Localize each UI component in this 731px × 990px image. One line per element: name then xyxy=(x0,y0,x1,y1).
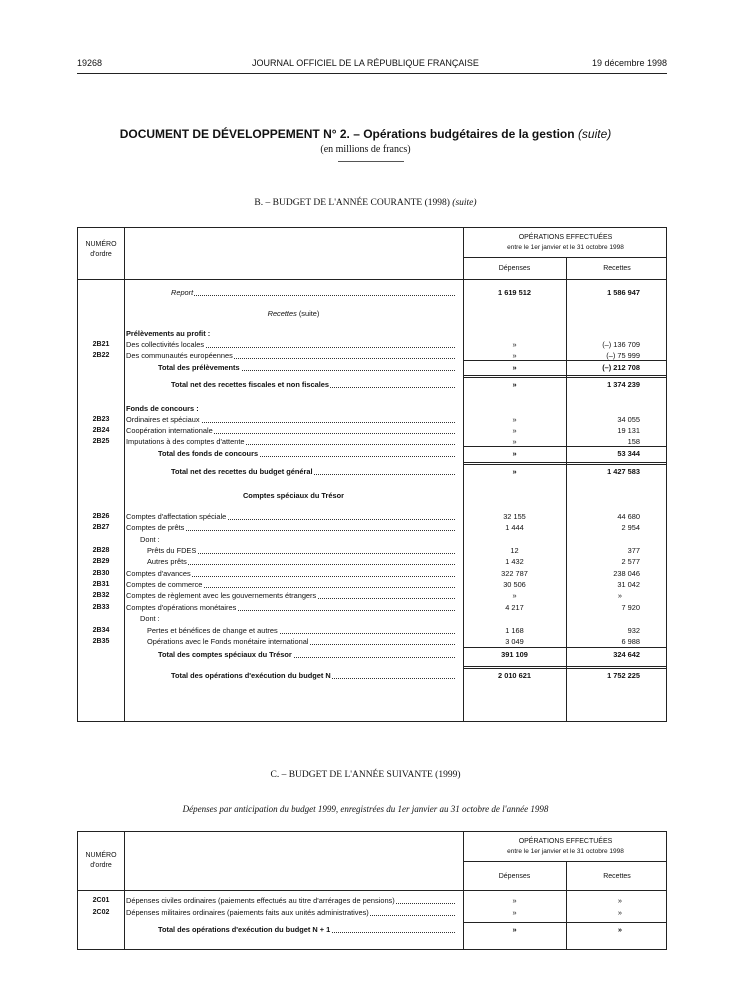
row-code: 2B30 xyxy=(92,570,110,577)
section-b-title: B. – BUDGET DE L'ANNÉE COURANTE (1998) (suite) xyxy=(254,198,477,208)
col-depenses: Dépenses xyxy=(498,265,531,272)
depenses-value: 322 787 xyxy=(501,569,528,578)
table-row xyxy=(78,602,666,613)
table-row xyxy=(78,308,666,319)
table-row xyxy=(78,379,666,390)
recettes-value: 324 642 xyxy=(613,650,640,659)
row-code: 2B32 xyxy=(92,592,110,599)
recettes-value: 238 046 xyxy=(613,569,640,578)
row-code: 2B23 xyxy=(92,416,110,423)
row-label: Dépenses militaires ordinaires (paiements faits aux unités administratives) xyxy=(126,907,455,918)
depenses-value: » xyxy=(512,896,517,905)
depenses-value: 12 xyxy=(510,546,519,555)
recettes-value: 1 427 583 xyxy=(607,467,640,476)
depenses-value: » xyxy=(512,363,517,372)
table-row xyxy=(78,579,666,590)
row-heading: Comptes spéciaux du Trésor xyxy=(242,491,345,500)
table-row xyxy=(78,613,666,624)
table-row xyxy=(78,511,666,522)
recettes-value: (–) 136 709 xyxy=(602,340,640,349)
depenses-value: 32 155 xyxy=(503,512,526,521)
col-depenses: Dépenses xyxy=(498,873,531,880)
table-section-b xyxy=(77,227,667,722)
row-label: Comptes de commerce xyxy=(126,579,455,590)
recettes-value: 34 055 xyxy=(617,415,640,424)
row-label: Report xyxy=(171,287,455,298)
depenses-value: » xyxy=(512,925,517,934)
row-label: Prélèvements au profit : xyxy=(126,329,211,338)
recettes-value: » xyxy=(617,908,622,917)
depenses-value: » xyxy=(512,908,517,917)
table-row xyxy=(78,907,666,918)
row-code: 2B34 xyxy=(92,627,110,634)
col-operations: OPÉRATIONS EFFECTUÉES entre le 1er janvier et le 31 octobre 1998 xyxy=(507,234,624,251)
row-code: 2B26 xyxy=(92,513,110,520)
recettes-value: » xyxy=(617,591,622,600)
depenses-value: » xyxy=(512,380,517,389)
row-label: Coopération internationale xyxy=(126,425,455,436)
depenses-value: » xyxy=(512,437,517,446)
row-code: 2C02 xyxy=(92,909,110,916)
row-code: 2B31 xyxy=(92,581,110,588)
row-label: Des communautés européennes xyxy=(126,350,455,361)
table-row xyxy=(78,590,666,601)
recettes-value: » xyxy=(617,925,622,934)
table-row xyxy=(78,490,666,501)
table-row xyxy=(78,636,666,647)
row-label: Total des opérations d'exécution du budget N + 1 xyxy=(158,924,455,935)
depenses-value: 4 217 xyxy=(505,603,524,612)
row-label: Dont : xyxy=(140,535,160,544)
row-code: 2B22 xyxy=(92,352,110,359)
row-label: Comptes d'opérations monétaires xyxy=(126,602,455,613)
table-row xyxy=(78,670,666,681)
row-code: 2B21 xyxy=(92,341,110,348)
depenses-value: 3 049 xyxy=(505,637,524,646)
col-operations: OPÉRATIONS EFFECTUÉES entre le 1er janvier et le 31 octobre 1998 xyxy=(507,838,624,855)
title-rule xyxy=(338,161,404,162)
row-heading: Recettes (suite) xyxy=(267,309,320,318)
table-row xyxy=(78,534,666,545)
recettes-value: (–) 75 999 xyxy=(606,351,640,360)
table-row xyxy=(78,287,666,298)
depenses-value: » xyxy=(512,591,517,600)
recettes-value: 2 954 xyxy=(621,523,640,532)
header-rule xyxy=(77,73,667,74)
row-code: 2B24 xyxy=(92,427,110,434)
depenses-value: 1 432 xyxy=(505,557,524,566)
journal-name: JOURNAL OFFICIEL DE LA RÉPUBLIQUE FRANÇAISE xyxy=(252,58,479,68)
row-code: 2B28 xyxy=(92,547,110,554)
table-row xyxy=(78,625,666,636)
recettes-value: 1 374 239 xyxy=(607,380,640,389)
row-label: Comptes d'affectation spéciale xyxy=(126,511,455,522)
recettes-value: 2 577 xyxy=(621,557,640,566)
depenses-value: » xyxy=(512,426,517,435)
row-label: Dont : xyxy=(140,614,160,623)
row-code: 2C01 xyxy=(92,897,110,904)
table-row xyxy=(78,568,666,579)
row-label: Prêts du FDES xyxy=(147,545,455,556)
depenses-value: » xyxy=(512,415,517,424)
recettes-value: 377 xyxy=(627,546,640,555)
depenses-value: 1 168 xyxy=(505,626,524,635)
row-label: Total des comptes spéciaux du Trésor xyxy=(158,649,455,660)
recettes-value: 53 344 xyxy=(617,449,640,458)
row-label: Dépenses civiles ordinaires (paiements effectués au titre d'arrérages de pensions) xyxy=(126,895,455,906)
depenses-value: 391 109 xyxy=(501,650,528,659)
table-row xyxy=(78,556,666,567)
table-row xyxy=(78,522,666,533)
recettes-value: 1 752 225 xyxy=(607,671,640,680)
col-numero: NUMÉRO d'ordre xyxy=(85,241,117,258)
row-code: 2B25 xyxy=(92,438,110,445)
table-row xyxy=(78,328,666,339)
row-label: Comptes d'avances xyxy=(126,568,455,579)
table-section-c xyxy=(77,831,667,950)
row-label: Opérations avec le Fonds monétaire international xyxy=(147,636,455,647)
recettes-value: 44 680 xyxy=(617,512,640,521)
issue-date: 19 décembre 1998 xyxy=(591,58,667,68)
table-row xyxy=(78,414,666,425)
table-row xyxy=(78,545,666,556)
table-row xyxy=(78,425,666,436)
row-label: Ordinaires et spéciaux xyxy=(126,414,455,425)
recettes-value: » xyxy=(617,896,622,905)
row-label: Imputations à des comptes d'attente xyxy=(126,436,455,447)
row-label: Total des prélèvements xyxy=(158,362,455,373)
row-label: Des collectivités locales xyxy=(126,339,455,350)
table-row xyxy=(78,895,666,906)
section-c-note: Dépenses par anticipation du budget 1999, enregistrées du 1er janvier au 31 octobre de l'année 1998 xyxy=(182,804,549,814)
row-code: 2B35 xyxy=(92,638,110,645)
row-label: Pertes et bénéfices de change et autres xyxy=(147,625,455,636)
page-number: 19268 xyxy=(77,58,103,68)
depenses-value: 2 010 621 xyxy=(498,671,531,680)
depenses-value: 30 506 xyxy=(503,580,526,589)
depenses-value: » xyxy=(512,449,517,458)
depenses-value: 1 444 xyxy=(505,523,524,532)
recettes-value: 932 xyxy=(627,626,640,635)
row-label: Total des opérations d'exécution du budget N xyxy=(171,670,455,681)
table-row xyxy=(78,403,666,414)
row-label: Total des fonds de concours xyxy=(158,448,455,459)
row-code: 2B29 xyxy=(92,558,110,565)
col-recettes: Recettes xyxy=(603,265,631,272)
row-label: Total net des recettes fiscales et non fiscales xyxy=(171,379,455,390)
table-row xyxy=(78,466,666,477)
recettes-value: 7 920 xyxy=(621,603,640,612)
document-title: DOCUMENT DE DÉVELOPPEMENT N° 2. – Opérations budgétaires de la gestion (suite) xyxy=(119,127,612,141)
table-row xyxy=(78,362,666,373)
unit-note: (en millions de francs) xyxy=(320,144,411,155)
col-recettes: Recettes xyxy=(603,873,631,880)
recettes-value: 158 xyxy=(627,437,640,446)
table-row xyxy=(78,649,666,660)
recettes-value: 6 988 xyxy=(621,637,640,646)
row-label: Autres prêts xyxy=(147,556,455,567)
col-numero: NUMÉRO d'ordre xyxy=(85,852,117,869)
table-row xyxy=(78,924,666,935)
row-label: Comptes de prêts xyxy=(126,522,455,533)
depenses-value: 1 619 512 xyxy=(498,288,531,297)
depenses-value: » xyxy=(512,340,517,349)
table-row xyxy=(78,448,666,459)
recettes-value: 31 042 xyxy=(617,580,640,589)
row-label: Comptes de règlement avec les gouvernements étrangers xyxy=(126,590,455,601)
row-code: 2B33 xyxy=(92,604,110,611)
row-code: 2B27 xyxy=(92,524,110,531)
recettes-value: 1 586 947 xyxy=(607,288,640,297)
depenses-value: » xyxy=(512,351,517,360)
row-label: Total net des recettes du budget général xyxy=(171,466,455,477)
depenses-value: » xyxy=(512,467,517,476)
recettes-value: (–) 212 708 xyxy=(602,363,640,372)
recettes-value: 19 131 xyxy=(617,426,640,435)
section-c-title: C. – BUDGET DE L'ANNÉE SUIVANTE (1999) xyxy=(270,770,461,780)
row-label: Fonds de concours : xyxy=(126,404,199,413)
table-row xyxy=(78,339,666,350)
